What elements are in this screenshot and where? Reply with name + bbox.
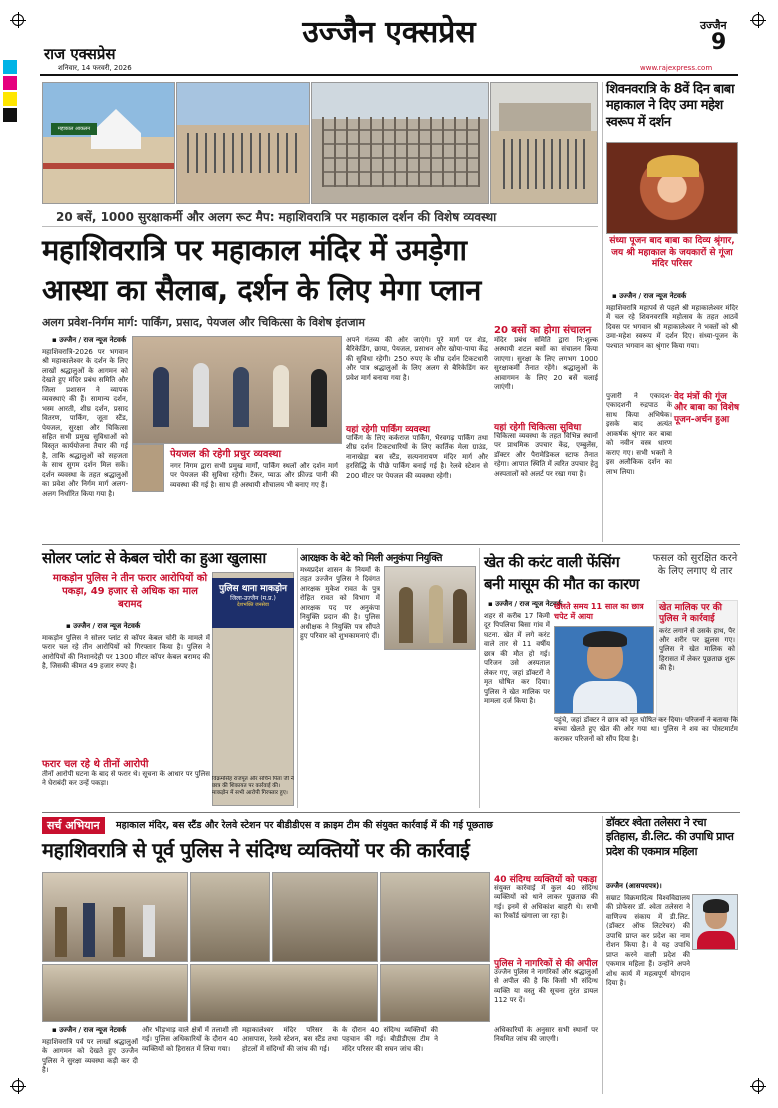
fencing-owner-title: खेत मालिक पर की पुलिस ने कार्रवाई — [659, 603, 722, 624]
masthead-paper: राज एक्सप्रेस — [44, 45, 116, 63]
fencing-headline-1: खेत की करंट वाली फेंसिंग — [484, 553, 620, 571]
fencing-headline-2: बनी मासूम की मौत का कारण — [484, 575, 639, 593]
drive-appeal-title: पुलिस ने नागरिकों से की अपील — [494, 959, 598, 969]
police-station-sign — [212, 578, 294, 628]
bus-box-text: मंदिर प्रबंध समिति द्वारा नि:शुल्क अस्थायी शटल बसों का संचालन किया जाएगा। सुरक्षा के लिए लगभग 1000 सुरक्षाकर्मी तैनात रहेंगे। श्रद्धालुओं के आवागमन के लिए 20 बसें चलाई जाएंगी। — [494, 336, 598, 392]
drive-photo-6 — [190, 964, 378, 1022]
drive-box-title: 40 संदिग्ध व्यक्तियों को पकड़ा — [494, 875, 597, 885]
fencing-side-title: फसल को सुरक्षित करने के लिए लगाए थे तार — [652, 553, 738, 577]
lead-col3a-text: अपने गंतव्य की ओर जाएंगे। पूरे मार्ग पर शेड, बैरिकेडिंग, छाया, पेयजल, प्रसाधन और खोया-पाया केंद्र की सुविधा रहेगी। 250 रुपए के शीघ्र दर्शन टिकटधारी और पात्र श्रद्धालुओं के लिए अलग से बैरिकेडिंग कर प्रवेश मार्ग बनाया गया है। — [346, 336, 488, 382]
fencing-byline-text: उज्जैन / राज न्यूज नेटवर्क — [495, 600, 563, 608]
aarakshak-photo — [384, 566, 476, 650]
side-top-caption: संध्या पूजन बाद बाबा का दिव्य श्रृंगार, जय श्री महाकाल के जयकारों से गूंजा मंदिर परिसर — [609, 236, 735, 270]
drive-photo-7 — [380, 964, 490, 1022]
column-rule — [602, 816, 603, 1094]
drive-text4: के दौरान 40 संदिग्ध व्यक्तियों की पहचान की गई। बीडीडीएस टीम ने मंदिर परिसर की सघन जांच की। — [342, 1026, 438, 1053]
drive-tag: सर्च अभियान — [42, 817, 105, 834]
solar-byline: ▪ उज्जैन / राज न्यूज नेटवर्क — [66, 622, 141, 630]
drive-photo-4 — [380, 872, 490, 962]
drive-photo-5 — [42, 964, 188, 1022]
column-rule — [297, 548, 298, 808]
solar-text: माकड़ोन पुलिस ने सोलर प्लांट से कॉपर केबल चोरी के मामले में फरार चल रहे तीन आरोपियों को गिरफ्तार किया है। पुलिस ने आरोपियों की निशानदेही पर 1300 मीटर कॉपर केबल बरामद की है, जिसकी कीमत 49 हजार रुपए है। — [42, 634, 210, 671]
aarakshak-text: मध्यप्रदेश शासन के नियमों के तहत उज्जैन पुलिस ने दिवंगत आरक्षक मुकेश रावत के पुत्र रोहित रावत को विभाग में आरक्षक पद पर अनुकंपा नियुक्ति प्रदान की है। पुलिस अधीक्षक ने नियुक्ति पत्र सौंपते हुए परिवार को शुभकामनाएं दीं। — [300, 566, 380, 641]
section-divider — [42, 544, 740, 545]
fencing-text: शहर से करीब 17 किमी दूर पिपलिया बिसा गांव में घटना. खेत में लगे करंट वाले तार से 11 वर्षीय छात्र की मौत हो गई। परिजन उसे अस्पताल लेकर गए, जहां डॉक्टरों ने मृत घोषित कर दिया। पुलिस ने खेत मालिक पर मामला दर्ज किया है। — [484, 612, 550, 705]
station-sign-motto: देशभक्ति जनसेवा — [237, 602, 269, 608]
masthead-website: www.rajexpress.com — [640, 64, 713, 72]
lead-headline-1: महाशिवरात्रि पर महाकाल मंदिर में उमड़ेगा — [42, 233, 467, 267]
solar-fled-title: फरार चल रहे थे तीनों आरोपी — [42, 759, 149, 770]
fencing-photo-boy — [554, 626, 654, 714]
magenta-swatch — [3, 76, 17, 90]
drive-photo-3 — [272, 872, 378, 962]
divider — [42, 226, 598, 227]
drive-appeal-text: उज्जैन पुलिस ने नागरिकों और श्रद्धालुओं से अपील की है कि किसी भी संदिग्ध व्यक्ति या वस्तु की सूचना तुरंत डायल 112 पर दें। — [494, 968, 598, 1005]
solar-headline: सोलर प्लांट से केबल चोरी का हुआ खुलासा — [42, 549, 266, 567]
page-number: 9 — [711, 30, 727, 55]
lead-photo-barricades — [176, 82, 310, 204]
side-top-text: महाशिवरात्रि महापर्व से पहले श्री महाकालेश्वर मंदिर में चल रहे शिवनवरात्रि महोत्सव के तहत आठवें दिवस पर भगवान श्री महाकालेश्वर ने भक्तों को श्री उमा-महेश स्वरूप में दर्शन दिए। संध्या-पूजन के पश्चात भगवान का श्रृंगार किया गया। — [606, 304, 738, 350]
lead-byline-text: उज्जैन / राज न्यूज नेटवर्क — [59, 336, 127, 344]
drink-text: नगर निगम द्वारा सभी प्रमुख मार्गों, पार्किंग स्थलों और दर्शन मार्ग पर पेयजल की सुविधा रहेगी। टैंकर, प्याऊ और फ्रीज्ड पानी की व्यवस्था की गई है। साथ ही अस्थायी शौचालय भी बनाए गए हैं। — [170, 462, 338, 489]
cyan-swatch — [3, 60, 17, 74]
fencing-text2: पहुंचे, जहां डॉक्टर ने छात्र को मृत घोषित कर दिया। परिजनों ने बताया कि बच्चा खेलते हुए खेत की ओर गया था। पुलिस ने शव का पोस्टमार्टम कराकर परिजनों को सौंप दिया है। — [554, 716, 738, 743]
medical-text: चिकित्सा व्यवस्था के तहत विभिन्न स्थानों पर प्राथमिक उपचार केंद्र, एम्बुलेंस, डॉक्टर और पैरामेडिकल स्टाफ तैनात रहेगा। आपात स्थिति में त्वरित उपचार हेतु अस्पतालों को अलर्ट पर रखा गया है। — [494, 432, 598, 478]
side-top-byline-text: उज्जैन / राज न्यूज नेटवर्क — [619, 292, 687, 300]
medical-title: यहां रहेगी चिकित्सा सुविधा — [494, 423, 582, 433]
doctor-headline: डॉक्टर श्वेता तलेसरा ने रचा इतिहास, डी.लिट. की उपाधि प्राप्त प्रदेश की एकमात्र महिला — [606, 816, 734, 858]
column-rule — [479, 548, 480, 808]
drive-byline: ▪ उज्जैन / राज न्यूज नेटवर्क — [52, 1026, 127, 1034]
drive-headline: महाशिवरात्रि से पूर्व पुलिस ने संदिग्ध व्यक्तियों पर की कार्रवाई — [42, 838, 470, 862]
lead-photo-shed — [490, 82, 598, 204]
side-top-text2: पुजारी ने एकादश-एकादशनी रुद्रपाठ के साथ किया अभिषेक। इसके बाद अत्यंत आकर्षक श्रृंगार कर बाबा को नवीन वस्त्र धारण कराए गए। सभी भक्तों ने इस अलौकिक दर्शन का लाभ लिया। — [606, 392, 672, 476]
drive-strap: महाकाल मंदिर, बस स्टैंड और रेलवे स्टेशन पर बीडीडीएस व क्राइम टीम की संयुक्त कार्रवाई में की गई पूछताछ — [116, 820, 493, 831]
fencing-byline: ▪ उज्जैन / राज न्यूज नेटवर्क — [488, 600, 563, 608]
drive-box-text: संयुक्त कार्रवाई में कुल 40 संदिग्ध व्यक्तियों को थाने लाकर पूछताछ की गई। इनमें से अधिकांश बाहरी थे। सभी का रिकॉर्ड खंगाला जा रहा है। — [494, 884, 598, 921]
side-top-byline: ▪ उज्जैन / राज न्यूज नेटवर्क — [612, 292, 687, 300]
masthead-city: उज्जैन — [700, 19, 727, 32]
section-divider — [42, 812, 740, 813]
lead-byline: ▪ उज्जैन / राज न्यूज नेटवर्क — [52, 336, 127, 344]
solar-byline-text: उज्जैन / राज न्यूज नेटवर्क — [73, 622, 141, 630]
lead-photo-queue — [311, 82, 489, 204]
parking-title: यहां रहेगी पार्किंग व्यवस्था — [346, 425, 431, 435]
drive-text2: और भीड़भाड़ वाले क्षेत्रों में तलाशी ली गई। पुलिस अधिकारियों के दौरान 40 व्यक्तियों को हिरासत में लिया गया। — [142, 1026, 238, 1053]
solar-photo-caption: विक्रमसिंह राजपूत और सचिन पिता जी ने छात्र की शिकायत पर कार्रवाई की। माकड़ोन में सभी आरोपी गिरफ्तार हुए। — [212, 776, 294, 797]
fencing-owner-text: करंट लगाने से उसके हाथ, पैर और शरीर पर झुलस गए। पुलिस ने खेत मालिक को हिरासत में लेकर पूछताछ शुरू की है। — [659, 626, 735, 673]
solar-fled-text: तीनों आरोपी घटना के बाद से फरार थे। सूचना के आधार पर पुलिस ने घेराबंदी कर उन्हें पकड़ा। — [42, 770, 210, 788]
doctor-photo — [692, 894, 738, 950]
station-sign-sub: जिला-उज्जैन (म.प्र.) — [230, 595, 276, 602]
fencing-photo-caption: खेलते समय 11 साल का छात्र चपेट में आया — [554, 602, 644, 621]
drive-byline-text: उज्जैन / राज न्यूज नेटवर्क — [59, 1026, 127, 1034]
aarakshak-headline: आरक्षक के बेटे को मिली अनुकंपा नियुक्ति — [300, 553, 442, 564]
registration-mark — [12, 1080, 24, 1092]
registration-mark — [752, 1080, 764, 1092]
drive-text5: अधिकारियों के अनुसार सभी स्थानों पर नियमित जांच की जाएगी। — [494, 1026, 598, 1044]
lead-photo-small — [132, 444, 164, 492]
black-swatch — [3, 108, 17, 122]
yellow-swatch — [3, 92, 17, 106]
masthead-title: उज्जैन एक्सप्रेस — [302, 15, 476, 50]
drive-text1: महाशिवरात्रि पर्व पर लाखों श्रद्धालुओं के आगमन को देखते हुए उज्जैन पुलिस ने सुरक्षा व्यवस्था कड़ी कर दी है। — [42, 1038, 138, 1075]
lead-headline-2: आस्था का सैलाब, दर्शन के लिए मेगा प्लान — [42, 273, 481, 307]
masthead-date: शनिवार, 14 फरवरी, 2026 — [58, 64, 132, 72]
drive-photo-1 — [42, 872, 188, 962]
lead-subhead: अलग प्रवेश-निर्गम मार्ग: पार्किंग, प्रसाद, पेयजल और चिकित्सा के विशेष इंतजाम — [42, 316, 365, 329]
lead-strap: 20 बसें, 1000 सुरक्षाकर्मी और अलग रूट मैप: महाशिवरात्रि पर महाकाल दर्शन की विशेष व्यवस्था — [56, 210, 497, 224]
doctor-text: सम्राट विक्रमादित्य विश्वविद्यालय की प्रोफेसर डॉ. श्वेता तलेसरा ने वाणिज्य संकाय में डी.लिट. (डॉक्टर ऑफ लिटरेचर) की उपाधि प्राप्त कर प्रदेश का नाम रोशन किया है। वे यह उपाधि प्राप्त करने वाली प्रदेश की एकमात्र महिला हैं। उन्होंने अपने शोध कार्य में महत्वपूर्ण योगदान दिया है। — [606, 894, 690, 987]
drink-title: पेयजल की रहेगी प्रचुर व्यवस्था — [170, 449, 282, 460]
lead-photo-officials — [132, 336, 342, 444]
drink-box — [166, 444, 342, 540]
masthead-rule — [40, 74, 738, 76]
lead-col3b-text: पार्किंग के लिए कर्कराज पार्किंग, भैरवगढ़ पार्किंग तथा शीघ्र दर्शन टिकटधारियों के लिए कार्तिक मेला ग्राउंड, नानाखेड़ा बस स्टैंड, सत्यनारायण मंदिर मार्ग और हरसिद्धि के पीछे पार्किंग बनाई गई है। रेलवे स्टेशन से 200 मीटर पर पेयजल की व्यवस्था रहेगी। — [346, 434, 488, 480]
sign-board: महाकाल आकलन — [51, 123, 97, 135]
side-top-photo — [606, 142, 738, 234]
side-top-headline: शिवनवरात्रि के 8वें दिन बाबा महाकाल ने दिए उमा महेश स्वरूप में दर्शन — [606, 82, 735, 130]
lead-col1-text: महाशिवरात्रि-2026 पर भगवान श्री महाकालेश्वर के दर्शन के लिए लाखों श्रद्धालुओं के आगमन को देखते हुए मंदिर प्रबंध समिति और जिला प्रशासन ने व्यापक व्यवस्थाएं की हैं। सामान्य दर्शन, भस्म आरती, शीघ्र दर्शन, प्रसाद वितरण, पार्किंग, जूता स्टैंड, पेयजल, सुरक्षा और चिकित्सा सहित सभी प्रमुख सुविधाओं को विस्तृत कार्ययोजना तैयार की गई है, ताकि श्रद्धालुओं को सहजता के साथ सुगम दर्शन मिल सकें। दर्शन व्यवस्था के तहत श्रद्धालुओं का प्रवेश और निर्गम मार्ग अलग-अलग निर्धारित किया गया है। — [42, 348, 128, 498]
vedh-title: वेद मंत्रों की गूंज और बाबा का विशेष पूजन-अर्चन हुआ — [674, 392, 740, 425]
fencing-owner-box — [656, 600, 738, 720]
lead-photo-tent — [42, 82, 175, 204]
column-rule — [602, 82, 603, 542]
solar-subhead: माकड़ोन पुलिस ने तीन फरार आरोपियों को पकड़ा, 49 हजार से अधिक का माल बरामद — [52, 573, 208, 610]
drive-photo-2 — [190, 872, 270, 962]
bus-box-title: 20 बसों का होगा संचालन — [494, 325, 592, 336]
drive-text3: महाकालेश्वर मंदिर परिसर के आसपास, रेलवे स्टेशन, बस स्टैंड तथा होटलों में संदिग्धों की जांच की गई। — [242, 1026, 338, 1053]
doctor-byline: उज्जैन (आसपदपत्र)। — [606, 882, 662, 890]
station-sign-text: पुलिस थाना माकड़ोन — [218, 584, 288, 594]
